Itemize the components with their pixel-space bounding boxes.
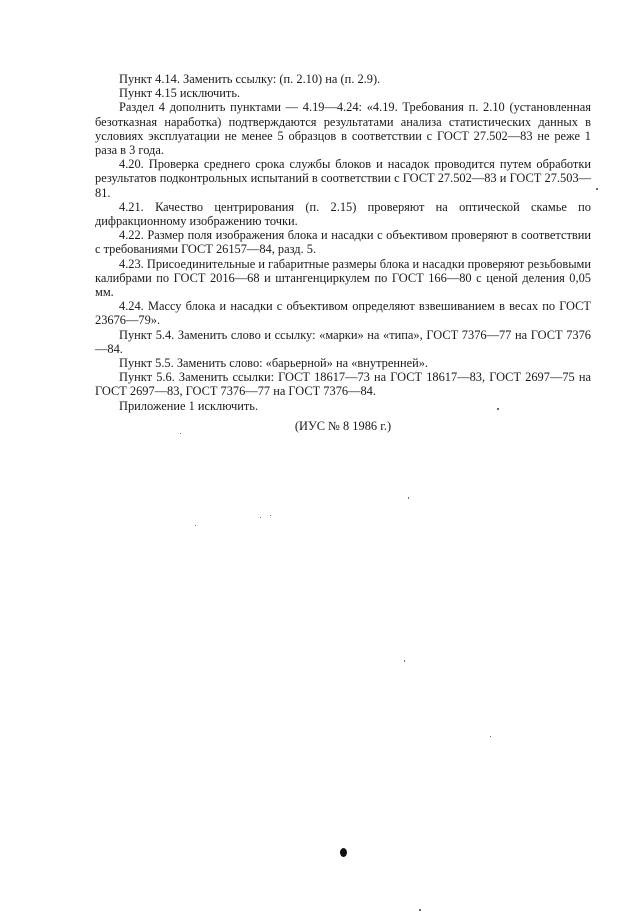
paragraph-item-4-15: Пункт 4.15 исключить. <box>119 86 241 101</box>
scan-speck <box>596 188 598 190</box>
scan-speck <box>270 515 271 516</box>
paragraph-item-5-4: Пункт 5.4. Заменить слово и ссылку: «марки» на «типа», ГОСТ 7376—77 на ГОСТ 7376—84. <box>95 327 591 356</box>
paragraph-item-4-14: Пункт 4.14. Заменить ссылку: (п. 2.10) на (п. 2.9). <box>119 72 381 86</box>
paragraph-item-5-6: Пункт 5.6. Заменить ссылки: ГОСТ 18617—73 на ГОСТ 18617—83, ГОСТ 2697—75 на ГОСТ 2697—83, ГОСТ 7376—77 на ГОСТ 7376—84. <box>95 370 591 399</box>
scan-speck <box>404 660 405 662</box>
scan-speck <box>180 433 181 434</box>
paragraph-4-21: 4.21. Качество центрирования (п. 2.15) проверяют на оптической скамье по дифракционному изображению точки. <box>95 199 591 229</box>
document-body <box>95 72 591 433</box>
scan-speck <box>490 736 491 737</box>
paragraph-4-23: 4.23. Присоединительные и габаритные размеры блока и насадки проверяют резьбовыми калибрами по ГОСТ 2016—68 и штангенциркулем по ГОСТ 166—80 с ценой деления 0,05 мм. <box>95 256 591 300</box>
paragraph-4-22: 4.22. Размер поля изображения блока и насадки с объективом проверяют в соответствии с требованиями ГОСТ 26157—84, разд. 5. <box>95 228 591 257</box>
scan-speck <box>260 517 261 518</box>
source-note: (ИУС № 8 1986 г.) <box>294 418 392 433</box>
scan-speck <box>408 497 409 499</box>
paragraph-appendix-1: Приложение 1 исключить. <box>119 398 259 413</box>
paragraph-section-4-addition: Раздел 4 дополнить пунктами — 4.19—4.24: «4.19. Требования п. 2.10 (установленная безотказная наработка) подтверждаются результатами анализа статистических данных в условиях эксплуатации не менее 5 образцов в соответствии с ГОСТ 27.502—83 не реже 1 раза в 3 года. <box>95 100 591 158</box>
paragraph-4-24: 4.24. Массу блока и насадки с объективом определяют взвешиванием в весах по ГОСТ 23676—79». <box>95 299 591 328</box>
scan-speck <box>195 525 196 526</box>
paragraph-item-5-5: Пункт 5.5. Заменить слово: «барьерной» на «внутренней». <box>119 356 429 371</box>
scan-speck <box>340 848 347 857</box>
scan-speck <box>419 909 421 911</box>
paragraph-4-20: 4.20. Проверка среднего срока службы блоков и насадок проводится путем обработки результатов подконтрольных испытаний в соответствии с ГОСТ 27.502—83 и ГОСТ 27.503—81. <box>95 157 591 200</box>
scan-speck <box>497 408 499 410</box>
